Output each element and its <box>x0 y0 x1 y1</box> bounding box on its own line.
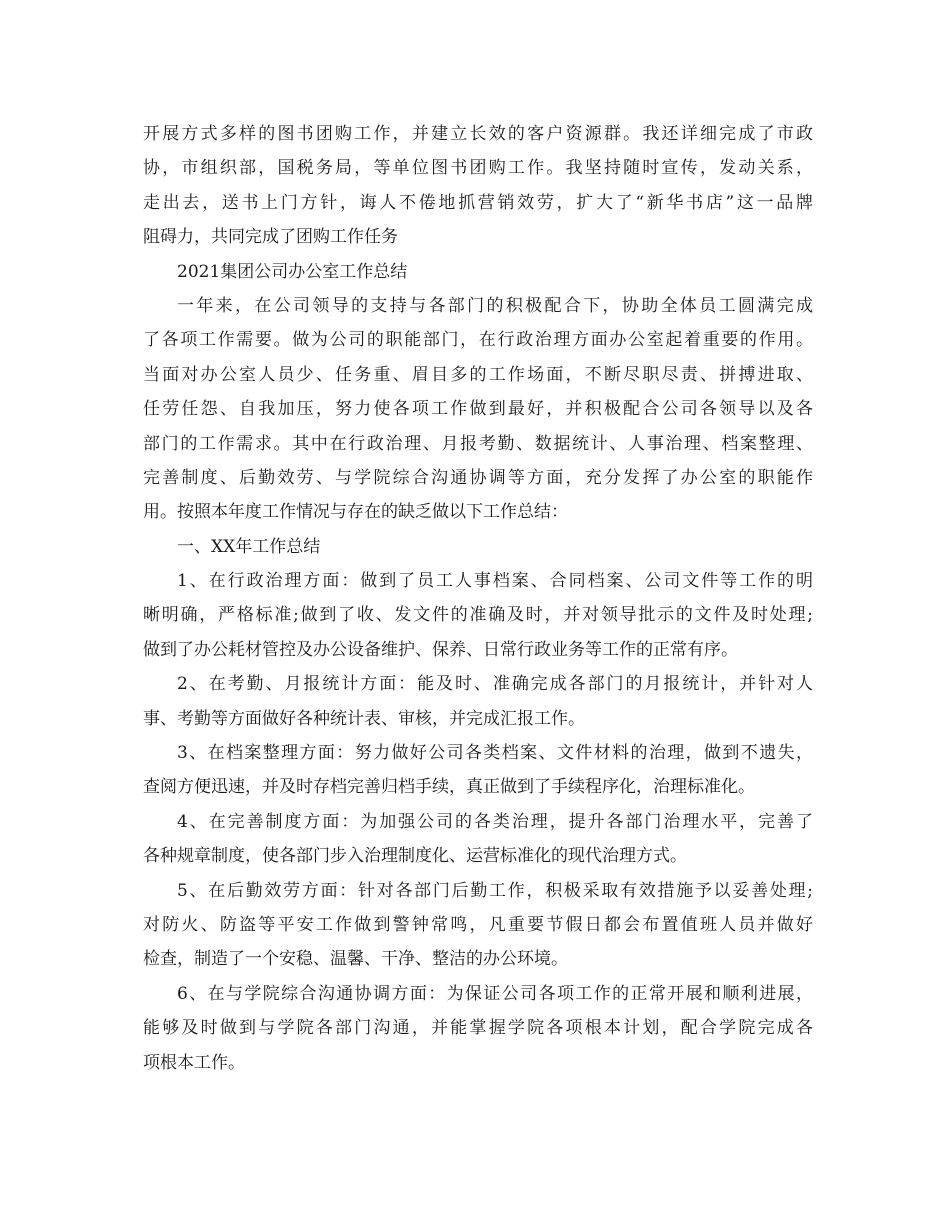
text-line: 6、在与学院综合沟通协调方面：为保证公司各项工作的正常开展和顺利进展， <box>177 983 813 1004</box>
text-line: 事、考勤等方面做好各种统计表、审核，并完成汇报工作。 <box>143 708 585 729</box>
text-line: 一、XX年工作总结 <box>177 536 321 557</box>
text-line: 完善制度、后勤效劳、与学院综合沟通协调等方面，充分发挥了办公室的职能作 <box>143 467 813 488</box>
text-line: 开展方式多样的图书团购工作，并建立长效的客户资源群。我还详细完成了市政 <box>143 124 813 144</box>
text-line: 3、在档案整理方面：努力做好公司各类档案、文件材料的治理，做到不遗失， <box>177 743 813 764</box>
document-body <box>143 117 813 1080</box>
text-line: 各种规章制度，使各部门步入治理制度化、运营标准化的现代治理方式。 <box>143 846 687 867</box>
text-line: 一年来，在公司领导的支持与各部门的积极配合下，协助全体员工圆满完成 <box>177 295 813 316</box>
text-line: 走出去，送书上门方针，诲人不倦地抓营销效劳，扩大了“新华书店”这一品牌 <box>143 192 813 213</box>
text-line: 用。按照本年度工作情况与存在的缺乏做以下工作总结： <box>143 502 568 523</box>
text-line: 检查，制造了一个安稳、温馨、干净、整洁的办公环境。 <box>143 949 568 970</box>
text-line: 2021集团公司办公室工作总结 <box>177 261 408 282</box>
text-line: 部门的工作需求。其中在行政治理、月报考勤、数据统计、人事治理、档案整理、 <box>143 433 813 454</box>
text-line: 项根本工作。 <box>143 1052 245 1073</box>
text-line: 1、在行政治理方面：做到了员工人事档案、合同档案、公司文件等工作的明 <box>177 571 813 592</box>
text-line: 阻碍力，共同完成了团购工作任务 <box>143 227 398 248</box>
text-line: 对防火、防盗等平安工作做到警钟常鸣，凡重要节假日都会布置值班人员并做好 <box>143 914 813 935</box>
text-line: 4、在完善制度方面：为加强公司的各类治理，提升各部门治理水平，完善了 <box>177 811 813 832</box>
text-line: 能够及时做到与学院各部门沟通，并能掌握学院各项根本计划，配合学院完成各 <box>143 1018 813 1039</box>
text-line: 晰明确，严格标准;做到了收、发文件的准确及时，并对领导批示的文件及时处理; <box>143 605 813 626</box>
text-line: 2、在考勤、月报统计方面：能及时、准确完成各部门的月报统计，并针对人 <box>177 674 813 695</box>
text-line: 协，市组织部，国税务局，等单位图书团购工作。我坚持随时宣传，发动关系， <box>143 158 813 179</box>
text-line: 5、在后勤效劳方面：针对各部门后勤工作，积极采取有效措施予以妥善处理; <box>177 880 813 901</box>
text-line: 查阅方便迅速，并及时存档完善归档手续，真正做到了手续程序化，治理标准化。 <box>143 777 755 798</box>
text-line: 当面对办公室人员少、任务重、眉目多的工作场面，不断尽职尽责、拼搏进取、 <box>143 364 813 385</box>
text-line: 做到了办公耗材管控及办公设备维护、保养、日常行政业务等工作的正常有序。 <box>143 639 738 660</box>
text-line: 了各项工作需要。做为公司的职能部门，在行政治理方面办公室起着重要的作用。 <box>143 330 813 351</box>
text-line: 任劳任怨、自我加压，努力使各项工作做到最好，并积极配合公司各领导以及各 <box>143 399 813 420</box>
